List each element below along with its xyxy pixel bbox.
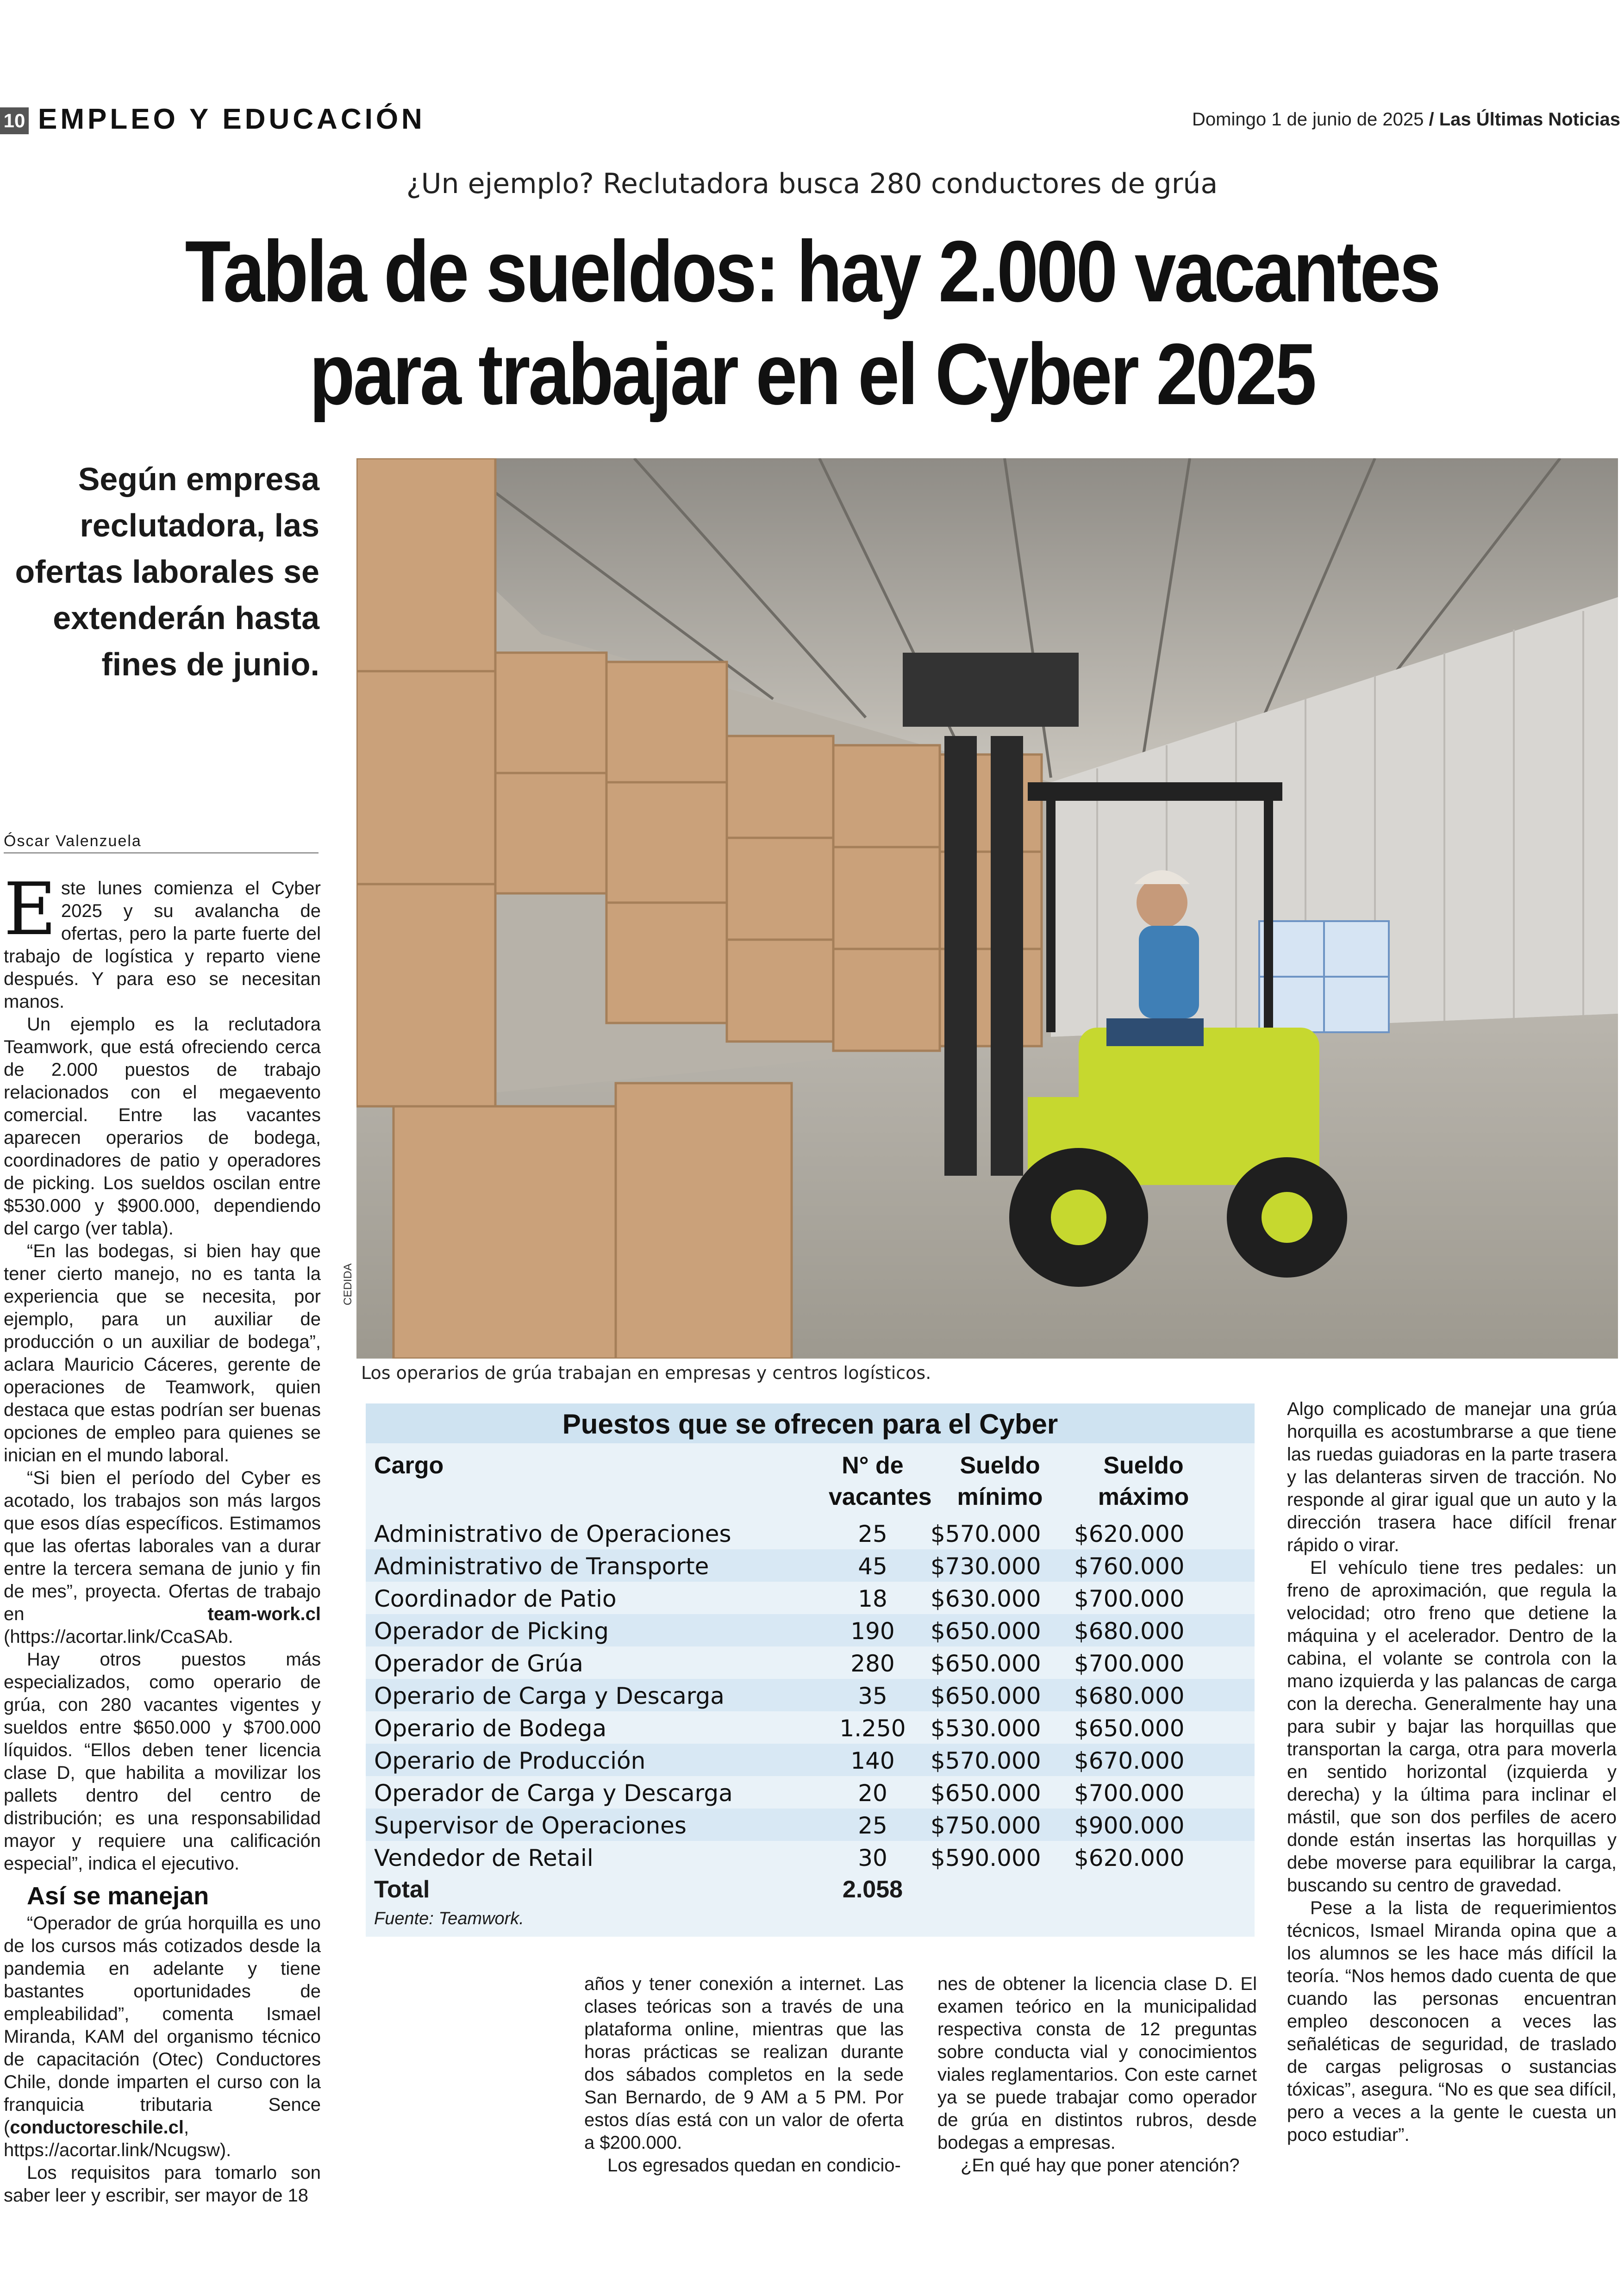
salary-table [366, 1403, 1255, 1937]
paragraph: años y tener conexión a internet. Las clases teóricas son a través de una plataforma online, mientras que las horas prácticas se realizan durante dos sábados completos en la sede San Bernardo, de 9 AM a 5 PM. Por estos días está con un valor de oferta a $200.000. [584, 1974, 904, 2153]
table-row: Operador de Grúa 280 $650.000 $700.000 [374, 1650, 1185, 1677]
table-row: Vendedor de Retail 30 $590.000 $620.000 [374, 1845, 1185, 1871]
table-row: Administrativo de Operaciones 25 $570.000 $620.000 [374, 1521, 1185, 1547]
table-row: Operador de Picking 190 $650.000 $680.000 [366, 1614, 1255, 1646]
photo-credit: CEDIDA [342, 1263, 354, 1305]
body-column-2 [584, 1973, 904, 2177]
table-source: Fuente: Teamwork. [374, 1909, 524, 1928]
table-total-label: Total [374, 1876, 430, 1903]
subhead: Así se manejan [27, 1882, 209, 1910]
table-row: Administrativo de Transporte 45 $730.000 $760.000 [366, 1549, 1255, 1582]
separator: / [1429, 109, 1434, 130]
paragraph: El vehículo tiene tres pedales: un freno de aproximación, que regula la velocidad; otro freno que detiene la máquina y el acelerador. Dentro de la cabina, el volante se controla con la mano izquierda y las palancas de carga con la derecha. Generalmente hay una para subir y bajar las horquillas que transportan la carga, otra para moverla en sentido horizontal (izquierda y derecha) y la última para inclinar el mástil, que son dos perfiles de acero donde están insertas las horquillas y debe moverse para equilibrar la carga, buscando su centro de gravedad. [1287, 1558, 1617, 1896]
headline-line-2: para trabajar en el Cyber 2025 [309, 325, 1315, 423]
page-number: 10 [0, 107, 29, 134]
paragraph: Los requisitos para tomarlo son saber leer y escribir, ser mayor de 18 [4, 2163, 321, 2206]
body-column-4 [1287, 1398, 1617, 2146]
paragraph: “Si bien el período del Cyber es acotado, los trabajos son más largos que esos días específicos. Estimamos que las ofertas laborales van a durar entre la tercera semana de junio y fin de mes”, proyecta. Ofertas de trabajo en team-work.cl (https://acortar.link/CcaSAb. [4, 1468, 321, 1647]
publication-name: Las Últimas Noticias [1439, 109, 1620, 130]
paragraph: “En las bodegas, si bien hay que tener cierto manejo, no es tanta la experiencia que se necesita, por ejemplo, para un auxiliar de producción o un auxiliar de bodega”, aclara Mauricio Cáceres, gerente de operaciones de Teamwork, quien destaca que estas podrían ser buenas opciones de empleo para quienes se inician en el mundo laboral. [4, 1241, 321, 1466]
paragraph: Un ejemplo es la reclutadora Teamwork, que está ofreciendo cerca de 2.000 puestos de trabajo relacionados con el megaevento comercial. Entre las vacantes aparecen operarios de bodega, coordinadores de patio y operadores de picking. Los sueldos oscilan entre $530.000 y $900.000, dependiendo del cargo (ver tabla). [4, 1014, 321, 1239]
table-row: Operador de Carga y Descarga 20 $650.000 $700.000 [374, 1780, 1185, 1807]
paragraph: Los egresados quedan en condicio- [607, 2155, 901, 2176]
paragraph: Algo complicado de manejar una grúa horquilla es acostumbrarse a que tiene las ruedas guiadoras en la parte trasera y las delanteras sirven de tracción. No responde al girar igual que un auto y la dirección trasera hace difícil frenar rápido o virar. [1287, 1399, 1617, 1555]
warehouse-forklift-illustration [356, 458, 1618, 1359]
section-title: EMPLEO Y EDUCACIÓN [38, 103, 425, 135]
link-team-work[interactable]: team-work.cl [207, 1604, 321, 1624]
photo-caption: Los operarios de grúa trabajan en empresas y centros logísticos. [361, 1363, 931, 1383]
dateline [1192, 109, 1620, 130]
paragraph: Pese a la lista de requerimientos técnicos, Ismael Miranda opina que a los alumnos se les hace más difícil la teoría. “Nos hemos dado cuenta de que cuando las personas encuentran empleo desconocen a veces las señaléticas de seguridad, de traslado de cargas peligrosas o sustancias tóxicas”, asegura. “No es que sea difícil, pero a veces a la gente le cuesta un poco estudiar”. [1287, 1898, 1617, 2145]
paragraph: Este lunes comienza el Cyber 2025 y su avalancha de ofertas, pero la parte fuerte del trabajo de logística y reparto viene después. Y para eso se necesitan manos. [4, 867, 321, 1012]
body-column-1 [4, 867, 321, 2207]
link-conductoreschile[interactable]: conductoreschile.cl [10, 2117, 184, 2138]
col-header-max: Sueldo máximo [1098, 1452, 1189, 1510]
paragraph: ¿En qué hay que poner atención? [961, 2155, 1240, 2176]
paragraph: “Operador de grúa horquilla es uno de los cursos más cotizados desde la pandemia en adelante y tiene bastantes oportunidades de empleabilidad”, comenta Ismael Miranda, KAM del organismo técnico de capacitación (Otec) Conductores Chile, donde imparten el curso con la franquicia tributaria Sence (conductoreschile.cl, https://acortar.link/Ncugsw). [4, 1913, 321, 2160]
table-row: Supervisor de Operaciones 25 $750.000 $900.000 [366, 1809, 1255, 1841]
table-row: Coordinador de Patio 18 $630.000 $700.000 [374, 1585, 1185, 1612]
col-header-vacantes: N° de vacantes [829, 1452, 932, 1510]
date: Domingo 1 de junio de 2025 [1192, 109, 1424, 130]
drop-cap: E [4, 867, 56, 951]
table-row: Operario de Bodega 1.250 $530.000 $650.000 [374, 1715, 1185, 1742]
paragraph: nes de obtener la licencia clase D. El examen teórico en la municipalidad respectiva consta de 12 preguntas sobre conducta vial y conocimientos viales reglamentarios. Con este carnet ya se puede trabajar como operador de grúa en distintos rubros, desde bodegas a empresas. [937, 1974, 1257, 2153]
headline-line-1: Tabla de sueldos: hay 2.000 vacantes [185, 223, 1439, 320]
table-row: Operario de Producción 140 $570.000 $670.000 [366, 1744, 1255, 1776]
body-column-3 [937, 1973, 1257, 2177]
byline: Óscar Valenzuela [4, 832, 319, 854]
paragraph: Hay otros puestos más especializados, como operario de grúa, con 280 vacantes vigentes y sueldos entre $650.000 y $700.000 líquidos. “Ellos deben tener licencia clase D, que habilita a movilizar los pallets dentro del centro de distribución; es una responsabilidad mayor y requiere una calificación especial”, indica el ejecutivo. [4, 1649, 321, 1874]
deck: Según empresa reclutadora, las ofertas laborales se extenderán hasta fines de junio. [15, 461, 319, 682]
col-header-cargo: Cargo [374, 1452, 444, 1479]
table-row: Operario de Carga y Descarga 35 $650.000 $680.000 [366, 1679, 1255, 1711]
article-photo [356, 458, 1618, 1359]
table-title: Puestos que se ofrecen para el Cyber [562, 1409, 1058, 1440]
kicker: ¿Un ejemplo? Reclutadora busca 280 conductores de grúa [406, 168, 1218, 200]
table-total-value: 2.058 [842, 1876, 903, 1903]
col-header-min: Sueldo mínimo [957, 1452, 1043, 1510]
